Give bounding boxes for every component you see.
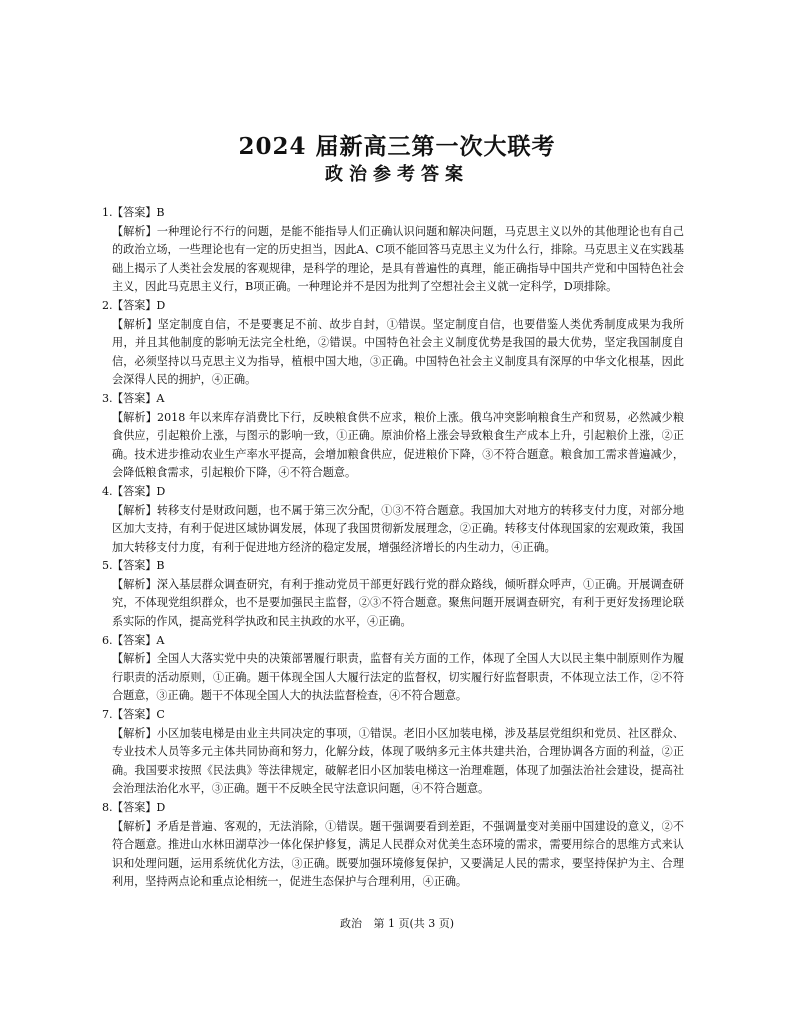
explanation-text: 【解析】2018 年以来库存消费比下行，反映粮食供不应求，粮价上涨。俄乌冲突影响粮食生产和贸易，必然减少粮食供应，引起粮价上涨，与图示的影响一致，①正确。原油价格上涨会导致粮食生产成本上升，引起粮价上涨，②正确。技术进步推动农业生产率水平提高，会增加粮食供应，促进粮价下降，③不符合题意。粮食加工需求普遍减少，会降低粮食需求，引起粮价下降，④不符合题意。 — [112, 410, 684, 480]
answer-tag: 【答案】C — [112, 708, 165, 722]
answer-tag: 【答案】A — [112, 633, 165, 647]
answer-tag: 【答案】B — [112, 559, 165, 573]
answer-tag: 【答案】D — [112, 484, 166, 498]
answer-tag: 【答案】A — [112, 391, 165, 405]
question-item — [102, 632, 684, 706]
answer-line — [102, 557, 684, 576]
page-footer — [0, 915, 794, 931]
answer-line — [102, 297, 684, 316]
answer-line — [102, 483, 684, 502]
explanation-text: 【解析】坚定制度自信，不是要裹足不前、故步自封，①错误。坚定制度自信，也要借鉴人类优秀制度成果为我所用，并且其他制度的影响无法完全杜绝，②错误。中国特色社会主义制度优势是我国的最大优势，坚定我国制度自信，必须坚持以马克思主义为指导，植根中国大地，③正确。中国特色社会主义制度具有深厚的中华文化根基，因此会深得人民的拥护，④正确。 — [112, 317, 684, 387]
footer-subject: 政治 — [339, 917, 362, 930]
question-number: 3. — [102, 391, 113, 405]
question-number: 6. — [102, 633, 113, 647]
question-number: 2. — [102, 298, 113, 312]
footer-page-info: 第 1 页(共 3 页) — [373, 917, 455, 930]
question-number: 7. — [102, 708, 113, 722]
answer-tag: 【答案】B — [112, 206, 165, 219]
page-subtitle: 政治参考答案 — [325, 164, 469, 185]
answer-line — [102, 204, 684, 223]
answer-line — [102, 799, 684, 818]
answer-tag: 【答案】D — [112, 298, 166, 312]
explanation-text: 【解析】小区加装电梯是由业主共同决定的事项，①错误。老旧小区加装电梯，涉及基层党组织和党员、社区群众、专业技术人员等多元主体共同协商和努力，化解分歧，体现了吸纳多元主体共建共治，合理协调各方面的利益，②正确。我国要求按照《民法典》等法律规定，破解老旧小区加装电梯这一治理难题，体现了加强法治社会建设，提高社会治理法治化水平，③正确。题干不反映全民守法意识问题，④不符合题意。 — [112, 726, 684, 796]
explanation-text: 【解析】深入基层群众调查研究，有利于推动党员干部更好践行党的群众路线，倾听群众呼声，①正确。开展调查研究，不体现党组织群众，也不是要加强民主监督，②③不符合题意。聚焦问题开展调查研究，有利于更好发扬理论联系实际的作风，提高党科学执政和民主执政的水平，④正确。 — [112, 577, 684, 629]
answer-line — [102, 706, 684, 725]
explanation-text: 【解析】全国人大落实党中央的决策部署履行职责，监督有关方面的工作，体现了全国人大以民主集中制原则作为履行职责的活动原则，①正确。题干体现全国人大履行法定的监督权，切实履行好监督职责，不体现立法工作，②不符合题意，③正确。题干不体现全国人大的执法监督检查，④不符合题意。 — [112, 652, 684, 703]
question-number: 1. — [102, 206, 113, 219]
answer-list — [102, 204, 684, 892]
question-item — [102, 204, 684, 297]
question-item — [102, 557, 684, 631]
question-item — [102, 799, 684, 892]
answer-tag: 【答案】D — [112, 801, 166, 814]
question-item — [102, 390, 684, 483]
question-number: 8. — [102, 801, 113, 814]
answer-line — [102, 390, 684, 409]
question-item — [102, 297, 684, 390]
page-title: 2024 届新高三第一次大联考 — [238, 133, 556, 160]
answer-line — [102, 632, 684, 651]
question-item — [102, 706, 684, 799]
question-number: 5. — [102, 559, 113, 573]
explanation-text: 【解析】一种理论行不行的问题，是能不能指导人们正确认识问题和解决问题，马克思主义以外的其他理论也有自己的政治立场，一些理论也有一定的历史担当，因此A、C项不能回答马克思主义为什么行，排除。马克思主义在实践基础上揭示了人类社会发展的客观规律，是科学的理论，是具有普遍性的真理，能正确指导中国共产党和中国特色社会主义，因此马克思主义行，B项正确。一种理论并不是因为批判了空想社会主义就一定科学，D项排除。 — [112, 224, 684, 294]
explanation-text: 【解析】转移支付是财政问题，也不属于第三次分配，①③不符合题意。我国加大对地方的转移支付力度，对部分地区加大支持，有利于促进区域协调发展，体现了我国贯彻新发展理念，②正确。转移支付体现国家的宏观政策，我国加大转移支付力度，有利于促进地方经济的稳定发展，增强经济增长的内生动力，④正确。 — [112, 503, 684, 554]
question-number: 4. — [102, 484, 113, 498]
explanation-text: 【解析】矛盾是普遍、客观的，无法消除，①错误。题干强调要看到差距，不强调量变对美丽中国建设的意义，②不符合题意。推进山水林田湖草沙一体化保护修复，满足人民群众对优美生态环境的需求，需要用综合的思维方式来认识和处理问题，运用系统优化方法，③正确。既要加强环境修复保护，又要满足人民的需求，要坚持保护为主、合理利用，坚持两点论和重点论相统一，促进生态保护与合理利用，④正确。 — [112, 819, 684, 889]
question-item — [102, 483, 684, 557]
